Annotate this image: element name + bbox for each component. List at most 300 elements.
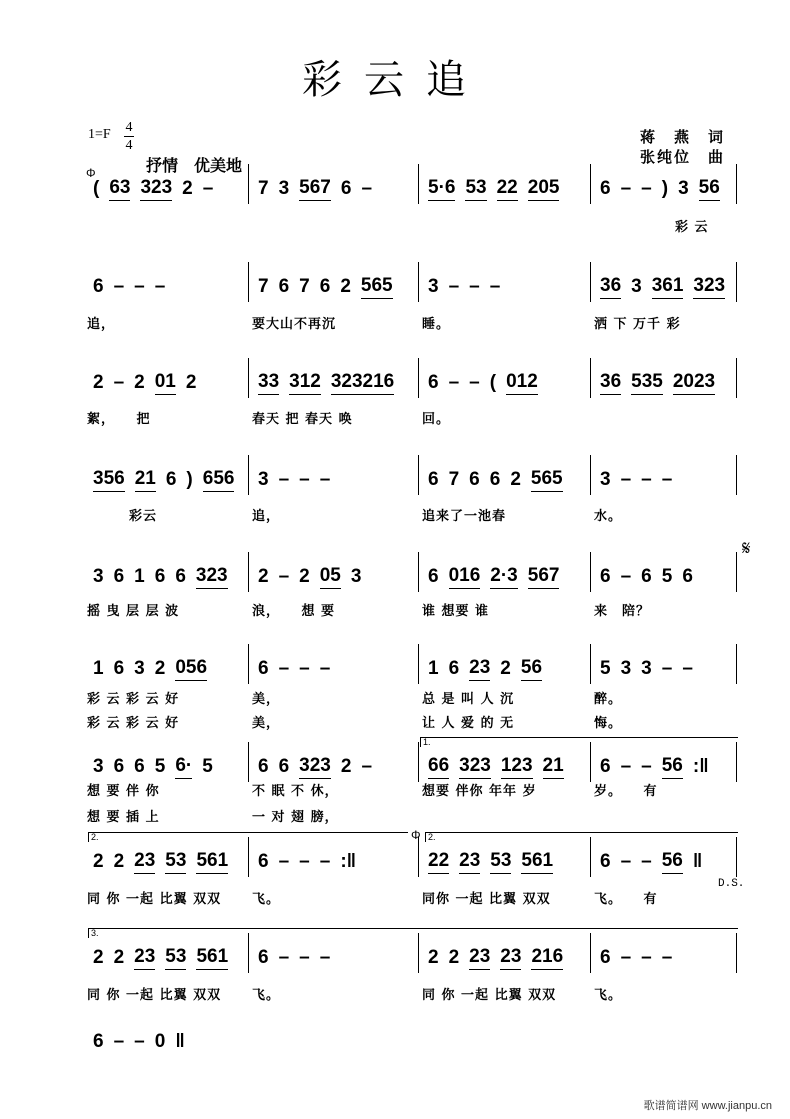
note-group: 6 bbox=[258, 851, 269, 872]
lyric-text: 飞。 bbox=[252, 892, 281, 907]
lyric-text: 岁。 有 bbox=[594, 784, 658, 799]
note-group: – bbox=[620, 178, 632, 199]
lyric-text: 想要 伴你 年年 岁 bbox=[422, 784, 537, 799]
lyric-text: 彩云 bbox=[87, 509, 158, 524]
note-group: 01 bbox=[155, 371, 176, 395]
barline bbox=[736, 552, 737, 592]
time-bottom: 4 bbox=[125, 138, 133, 153]
lyric-text: 飞。 有 bbox=[594, 892, 658, 907]
note-group: 6 bbox=[340, 178, 352, 199]
note-group: 6 bbox=[258, 756, 269, 777]
note-group: 6 bbox=[600, 178, 611, 199]
barline bbox=[590, 837, 591, 877]
measure bbox=[592, 463, 738, 497]
barline bbox=[418, 837, 419, 877]
note-group: 216 bbox=[531, 946, 563, 970]
note-group: 561 bbox=[196, 850, 228, 874]
note-group: 53 bbox=[165, 850, 186, 874]
note-group: – bbox=[113, 1031, 125, 1052]
note-group: – bbox=[319, 947, 331, 968]
note-group: 6 bbox=[448, 658, 460, 679]
note-group: 2 bbox=[340, 276, 351, 297]
staff-row bbox=[0, 463, 790, 503]
time-top: 4 bbox=[125, 120, 133, 135]
note-group: 3 bbox=[631, 276, 642, 297]
note-group: 7 bbox=[299, 276, 310, 297]
volta-1: 1. bbox=[420, 737, 738, 747]
note-group: 3 bbox=[134, 658, 145, 679]
note-group: 2 bbox=[185, 372, 197, 393]
barline bbox=[590, 552, 591, 592]
note-group: – bbox=[134, 276, 145, 297]
measure bbox=[592, 172, 738, 206]
coda-sign: Φ bbox=[86, 166, 96, 180]
note-group: 6 bbox=[600, 947, 611, 968]
note-group: 6 bbox=[113, 756, 125, 777]
staff-row bbox=[0, 366, 790, 406]
lyric-text: 总 是 叫 人 沉 bbox=[422, 692, 515, 707]
note-group: – bbox=[620, 851, 632, 872]
measure bbox=[592, 941, 738, 975]
lyric-text: 来 陪？ bbox=[594, 604, 651, 619]
note-group: 6 bbox=[258, 658, 269, 679]
barline bbox=[736, 644, 737, 684]
measure bbox=[85, 750, 250, 784]
measure bbox=[592, 845, 738, 879]
note-group: :‖ bbox=[340, 851, 357, 872]
note-group: 2 bbox=[340, 756, 352, 777]
note-group: 3 bbox=[93, 756, 104, 777]
barline bbox=[736, 358, 737, 398]
note-group: 6 bbox=[113, 658, 125, 679]
composer-credit: 张纯位 曲 bbox=[640, 149, 726, 166]
note-group: 2 bbox=[299, 566, 310, 587]
note-group: 535 bbox=[631, 371, 663, 395]
note-group: 0 bbox=[154, 1031, 166, 1052]
note-group: 3 bbox=[678, 178, 689, 199]
note-group: ‖ bbox=[175, 1031, 185, 1052]
volta-2a: 2. bbox=[88, 832, 408, 842]
note-group: 016 bbox=[449, 565, 481, 589]
ds-mark: D.S. bbox=[718, 878, 745, 890]
measure bbox=[85, 463, 250, 497]
lyric-text: 同 你 一起 比翼 双双 bbox=[422, 988, 557, 1003]
note-group: 53 bbox=[465, 177, 486, 201]
note-group: – bbox=[299, 947, 310, 968]
barline bbox=[418, 742, 419, 782]
note-group: – bbox=[134, 1031, 145, 1052]
note-group: 123 bbox=[501, 755, 533, 779]
note-group: 323 bbox=[693, 275, 725, 299]
note-group: – bbox=[319, 469, 331, 490]
note-group: 6 bbox=[278, 756, 290, 777]
note-group: 6· bbox=[175, 755, 192, 779]
note-group: – bbox=[278, 469, 290, 490]
note-group: 36 bbox=[600, 275, 621, 299]
staff-row bbox=[0, 941, 790, 981]
note-group: ( bbox=[93, 178, 100, 199]
barline bbox=[418, 164, 419, 204]
note-group: – bbox=[299, 658, 310, 679]
measure bbox=[250, 750, 420, 784]
note-group: – bbox=[620, 947, 632, 968]
note-group: 5 bbox=[600, 658, 611, 679]
note-group: 05 bbox=[320, 565, 341, 589]
note-group: 66 bbox=[428, 755, 449, 779]
note-group: – bbox=[641, 851, 652, 872]
note-group: 561 bbox=[521, 850, 553, 874]
note-group: 565 bbox=[361, 275, 393, 299]
note-group: 3 bbox=[641, 658, 652, 679]
measure bbox=[85, 560, 250, 594]
note-group: 2·3 bbox=[490, 565, 517, 589]
note-group: – bbox=[299, 469, 310, 490]
note-group: 1 bbox=[134, 566, 145, 587]
note-group: – bbox=[278, 947, 290, 968]
measure bbox=[250, 845, 420, 879]
note-group: 2 bbox=[500, 658, 511, 679]
barline bbox=[248, 644, 249, 684]
note-group: – bbox=[278, 658, 290, 679]
note-group: 6 bbox=[93, 276, 104, 297]
note-group: 6 bbox=[600, 756, 611, 777]
measure bbox=[85, 652, 250, 686]
barline bbox=[590, 262, 591, 302]
volta-2b: 2. bbox=[425, 832, 738, 842]
lyric-text: 想 要 伴 你 bbox=[87, 784, 160, 799]
lyric-text: 水。 bbox=[594, 509, 623, 524]
note-group: 6 bbox=[428, 372, 439, 393]
barline bbox=[248, 837, 249, 877]
note-group: 323 bbox=[459, 755, 491, 779]
note-group: 3 bbox=[258, 469, 269, 490]
note-group: – bbox=[620, 469, 632, 490]
barline bbox=[590, 455, 591, 495]
note-group: 356 bbox=[93, 468, 125, 492]
note-group: 6 bbox=[154, 566, 166, 587]
measure bbox=[250, 270, 420, 304]
note-group: 3 bbox=[278, 178, 290, 199]
staff-row bbox=[0, 560, 790, 600]
measure bbox=[85, 172, 250, 206]
barline bbox=[590, 933, 591, 973]
lyric-text: 睡。 bbox=[422, 317, 451, 332]
note-group: 323 bbox=[140, 177, 172, 201]
note-group: – bbox=[319, 851, 331, 872]
note-group: 23 bbox=[459, 850, 480, 874]
lyric-text: 彩 云 bbox=[675, 220, 709, 235]
note-group: 2 bbox=[154, 658, 166, 679]
measure bbox=[420, 560, 592, 594]
lyric-text: 美， bbox=[252, 692, 281, 707]
note-group: 2 bbox=[113, 947, 125, 968]
measure bbox=[85, 1025, 250, 1059]
note-group: 21 bbox=[135, 468, 156, 492]
measure bbox=[85, 941, 250, 975]
note-group: 2 bbox=[448, 947, 460, 968]
barline bbox=[248, 742, 249, 782]
barline bbox=[590, 164, 591, 204]
staff-row bbox=[0, 652, 790, 692]
note-group: 5 bbox=[202, 756, 213, 777]
barline bbox=[736, 164, 737, 204]
barline bbox=[736, 837, 737, 877]
note-group: 33 bbox=[258, 371, 279, 395]
note-group: 5 bbox=[661, 566, 673, 587]
barline bbox=[248, 164, 249, 204]
lyricist-credit: 蒋 燕 词 bbox=[640, 129, 726, 146]
segno-sign: 𝄋 bbox=[742, 538, 751, 560]
note-group: – bbox=[319, 658, 331, 679]
note-group: 567 bbox=[299, 177, 331, 201]
note-group: 56 bbox=[521, 657, 542, 681]
staff-row bbox=[0, 270, 790, 310]
note-group: 2 bbox=[182, 178, 193, 199]
note-group: 323 bbox=[299, 755, 331, 779]
note-group: 63 bbox=[109, 177, 130, 201]
note-group: 361 bbox=[652, 275, 684, 299]
note-group: – bbox=[661, 947, 673, 968]
note-group: 2 bbox=[93, 947, 104, 968]
note-group: 6 bbox=[93, 1031, 104, 1052]
note-group: 2 bbox=[258, 566, 269, 587]
note-group: 36 bbox=[600, 371, 621, 395]
coda-sign-2: Φ bbox=[411, 828, 421, 842]
note-group: – bbox=[278, 851, 290, 872]
note-group: 2 bbox=[510, 469, 521, 490]
lyric-text: 浪， 想 要 bbox=[252, 604, 336, 619]
site-watermark: 歌谱简谱网 www.jianpu.cn bbox=[643, 1100, 772, 1112]
song-title: 彩云追 bbox=[302, 57, 488, 103]
note-group: – bbox=[154, 276, 166, 297]
note-group: 23 bbox=[469, 657, 490, 681]
barline bbox=[418, 262, 419, 302]
time-signature-bar bbox=[124, 136, 134, 137]
barline bbox=[418, 933, 419, 973]
note-group: 561 bbox=[196, 946, 228, 970]
note-group: 012 bbox=[506, 371, 538, 395]
note-group: 656 bbox=[203, 468, 235, 492]
lyric-text: 追， bbox=[252, 509, 281, 524]
measure bbox=[420, 941, 592, 975]
note-group: – bbox=[641, 947, 652, 968]
note-group: 6 bbox=[278, 276, 290, 297]
note-group: 56 bbox=[662, 850, 683, 874]
note-group: 2 bbox=[93, 851, 104, 872]
note-group: – bbox=[641, 178, 652, 199]
measure bbox=[420, 366, 592, 400]
note-group: – bbox=[361, 756, 373, 777]
note-group: 2 bbox=[93, 372, 104, 393]
measure bbox=[592, 750, 738, 784]
lyric-text: 彩 云 彩 云 好 bbox=[87, 716, 180, 731]
note-group: 23 bbox=[134, 946, 155, 970]
note-group: 6 bbox=[258, 947, 269, 968]
note-group: 6 bbox=[600, 851, 611, 872]
note-group: 6 bbox=[469, 469, 480, 490]
note-group: 3 bbox=[93, 566, 104, 587]
note-group: 1 bbox=[93, 658, 104, 679]
lyric-text: 同 你 一起 比翼 双双 bbox=[87, 988, 222, 1003]
measure bbox=[85, 366, 250, 400]
lyric-text: 一 对 翅 膀， bbox=[252, 810, 339, 825]
barline bbox=[248, 455, 249, 495]
expression-mark: 抒情 优美地 bbox=[146, 158, 243, 175]
note-group: 6 bbox=[641, 566, 652, 587]
note-group: – bbox=[641, 756, 652, 777]
note-group: – bbox=[299, 851, 310, 872]
note-group: 205 bbox=[528, 177, 560, 201]
measure bbox=[250, 172, 420, 206]
note-group: 323 bbox=[196, 565, 228, 589]
note-group: – bbox=[469, 276, 480, 297]
note-group: – bbox=[278, 566, 290, 587]
note-group: 6 bbox=[428, 566, 439, 587]
measure bbox=[420, 270, 592, 304]
time-signature bbox=[124, 120, 134, 153]
measure bbox=[85, 270, 250, 304]
measure bbox=[592, 270, 738, 304]
lyric-text: 回。 bbox=[422, 412, 451, 427]
note-group: – bbox=[448, 276, 460, 297]
measure bbox=[420, 845, 592, 879]
note-group: – bbox=[620, 566, 632, 587]
note-group: 6 bbox=[600, 566, 611, 587]
barline bbox=[248, 933, 249, 973]
barline bbox=[590, 644, 591, 684]
barline bbox=[736, 262, 737, 302]
note-group: 2023 bbox=[673, 371, 715, 395]
lyric-text: 不 眠 不 休， bbox=[252, 784, 339, 799]
note-group: 23 bbox=[500, 946, 521, 970]
note-group: 7 bbox=[258, 178, 269, 199]
note-group: 6 bbox=[113, 566, 125, 587]
note-group: – bbox=[361, 178, 373, 199]
note-group: 3 bbox=[620, 658, 632, 679]
lyric-text: 春天 把 春天 唤 bbox=[252, 412, 353, 427]
note-group: 7 bbox=[448, 469, 460, 490]
lyric-text: 美， bbox=[252, 716, 281, 731]
lyric-text: 摇 曳 层 层 波 bbox=[87, 604, 180, 619]
note-group: 567 bbox=[528, 565, 560, 589]
note-group: – bbox=[620, 756, 632, 777]
measure bbox=[250, 463, 420, 497]
barline bbox=[590, 742, 591, 782]
lyric-text: 飞。 bbox=[594, 988, 623, 1003]
barline bbox=[418, 455, 419, 495]
barline bbox=[736, 455, 737, 495]
lyric-text: 洒 下 万千 彩 bbox=[594, 317, 681, 332]
lyric-text: 让 人 爱 的 无 bbox=[422, 716, 515, 731]
note-group: 22 bbox=[428, 850, 449, 874]
note-group: 6 bbox=[134, 756, 145, 777]
note-group: 5 bbox=[154, 756, 166, 777]
key-signature: 1=F bbox=[88, 127, 111, 142]
lyric-text: 彩 云 彩 云 好 bbox=[87, 692, 180, 707]
measure bbox=[592, 366, 738, 400]
note-group: – bbox=[661, 469, 673, 490]
note-group: – bbox=[641, 469, 652, 490]
barline bbox=[418, 358, 419, 398]
note-group: 323216 bbox=[331, 371, 394, 395]
barline bbox=[248, 358, 249, 398]
note-group: 6 bbox=[175, 566, 186, 587]
barline bbox=[248, 552, 249, 592]
note-group: – bbox=[489, 276, 501, 297]
note-group: – bbox=[113, 372, 125, 393]
lyric-text: 悔。 bbox=[594, 716, 623, 731]
note-group: 2 bbox=[113, 851, 125, 872]
note-group: 3 bbox=[600, 469, 611, 490]
note-group: ( bbox=[489, 372, 497, 393]
note-group: 6 bbox=[165, 469, 177, 490]
note-group: :‖ bbox=[692, 756, 709, 777]
staff-row bbox=[0, 845, 790, 885]
note-group: 6 bbox=[319, 276, 331, 297]
lyric-text: 飞。 bbox=[252, 988, 281, 1003]
lyric-text: 谁 想要 谁 bbox=[422, 604, 490, 619]
note-group: 56 bbox=[699, 177, 720, 201]
note-group: 2 bbox=[134, 372, 145, 393]
barline bbox=[736, 933, 737, 973]
note-group: 565 bbox=[531, 468, 563, 492]
note-group: – bbox=[682, 658, 693, 679]
lyric-text: 絮， 把 bbox=[87, 412, 151, 427]
note-group: – bbox=[202, 178, 214, 199]
note-group: 23 bbox=[469, 946, 490, 970]
note-group: 53 bbox=[165, 946, 186, 970]
volta-3: 3. bbox=[88, 928, 738, 938]
note-group: 6 bbox=[489, 469, 501, 490]
staff-row bbox=[0, 172, 790, 212]
note-group: 56 bbox=[662, 755, 683, 779]
measure bbox=[420, 652, 592, 686]
measure bbox=[420, 172, 592, 206]
lyric-text: 追来了一池春 bbox=[422, 509, 507, 524]
note-group: 23 bbox=[134, 850, 155, 874]
note-group: – bbox=[661, 658, 673, 679]
measure bbox=[250, 560, 420, 594]
note-group: 6 bbox=[682, 566, 693, 587]
note-group: 312 bbox=[289, 371, 321, 395]
lyric-text: 想 要 插 上 bbox=[87, 810, 160, 825]
note-group: 056 bbox=[175, 657, 207, 681]
measure bbox=[592, 560, 738, 594]
barline bbox=[418, 552, 419, 592]
note-group: – bbox=[448, 372, 460, 393]
note-group: 3 bbox=[350, 566, 362, 587]
lyric-text: 追， bbox=[87, 317, 116, 332]
note-group: 7 bbox=[258, 276, 269, 297]
lyric-text: 要大山不再沉 bbox=[252, 317, 337, 332]
measure bbox=[250, 366, 420, 400]
note-group: 21 bbox=[543, 755, 564, 779]
note-group: 5·6 bbox=[428, 177, 455, 201]
lyric-text: 同 你 一起 比翼 双双 bbox=[87, 892, 222, 907]
measure bbox=[592, 652, 738, 686]
measure bbox=[420, 750, 592, 784]
lyric-text: 同你 一起 比翼 双双 bbox=[422, 892, 551, 907]
note-group: ) bbox=[186, 469, 193, 490]
barline bbox=[418, 644, 419, 684]
note-group: 22 bbox=[497, 177, 518, 201]
barline bbox=[590, 358, 591, 398]
note-group: 53 bbox=[490, 850, 511, 874]
note-group: 1 bbox=[428, 658, 439, 679]
barline bbox=[248, 262, 249, 302]
staff-row bbox=[0, 1025, 790, 1065]
measure bbox=[420, 463, 592, 497]
